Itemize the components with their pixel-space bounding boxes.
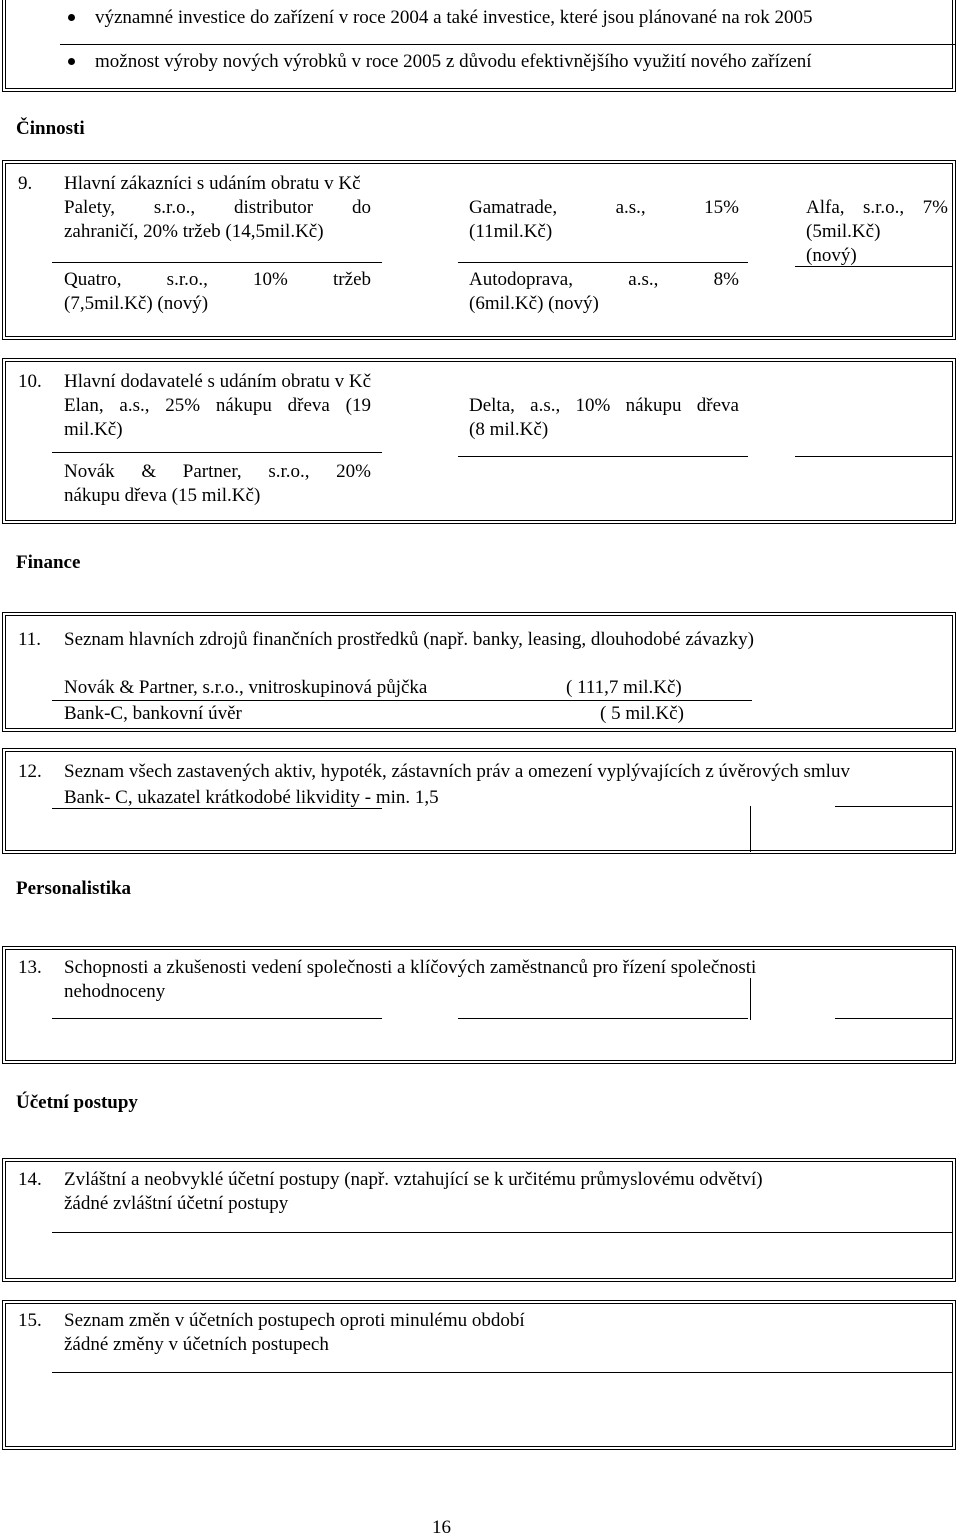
q11-source-name: Bank-C, bankovní úvěr bbox=[64, 703, 242, 724]
answer-line bbox=[52, 1018, 382, 1019]
q10-supplier-delta: Delta, a.s., 10% nákupu dřeva bbox=[469, 395, 739, 416]
q10-title: Hlavní dodavatelé s udáním obratu v Kč bbox=[64, 371, 372, 392]
section-heading-ucetni-postupy: Účetní postupy bbox=[16, 1092, 138, 1113]
q10-number: 10. bbox=[18, 371, 42, 392]
q15-number: 15. bbox=[18, 1310, 42, 1331]
q9-customer-quatro: Quatro, s.r.o., 10% tržeb bbox=[64, 269, 371, 290]
answer-line bbox=[835, 1018, 953, 1019]
q14-number: 14. bbox=[18, 1169, 42, 1190]
q9-title: Hlavní zákazníci s udáním obratu v Kč bbox=[64, 173, 361, 194]
section-heading-cinnosti: Činnosti bbox=[16, 118, 85, 139]
q9-customer-palety: Palety, s.r.o., distributor do bbox=[64, 197, 371, 218]
bullet-text: významné investice do zařízení v roce 2004 a také investice, které jsou plánované na rok 2005 bbox=[95, 7, 813, 28]
q9-customer-quatro-detail: (7,5mil.Kč) (nový) bbox=[64, 293, 209, 314]
q9-customer-alfa-detail: (5mil.Kč) bbox=[806, 221, 881, 242]
section-heading-personalistika: Personalistika bbox=[16, 878, 132, 899]
q9-customer-alfa-note: (nový) bbox=[806, 245, 857, 266]
answer-line bbox=[795, 266, 953, 267]
q10-supplier-novak-detail: nákupu dřeva (15 mil.Kč) bbox=[64, 485, 261, 506]
answer-line bbox=[52, 1232, 953, 1233]
q15-title: Seznam změn v účetních postupech oproti minulému období bbox=[64, 1310, 525, 1331]
q12-title: Seznam všech zastavených aktiv, hypoték, zástavních práv a omezení vyplývajících z úvěrových smluv bbox=[64, 761, 850, 782]
answer-line bbox=[835, 806, 953, 807]
q14-title: Zvláštní a neobvyklé účetní postupy (např. vztahující se k určitému průmyslovému odvětví) bbox=[64, 1169, 763, 1190]
q10-supplier-delta-detail: (8 mil.Kč) bbox=[469, 419, 549, 440]
answer-line bbox=[458, 456, 748, 457]
q11-title: Seznam hlavních zdrojů finančních prostředků (např. banky, leasing, dlouhodobé závazky) bbox=[64, 629, 754, 650]
bullet-text: možnost výroby nových výrobků v roce 2005 z důvodu efektivnějšího využití nového zařízení bbox=[95, 51, 812, 72]
q9-customer-gamatrade: Gamatrade, a.s., 15% bbox=[469, 197, 739, 218]
q11-source-name: Novák & Partner, s.r.o., vnitroskupinová půjčka bbox=[64, 677, 428, 698]
q15-answer: žádné změny v účetních postupech bbox=[64, 1334, 329, 1355]
answer-line bbox=[458, 1018, 748, 1019]
page-number: 16 bbox=[432, 1517, 451, 1538]
answer-line bbox=[52, 262, 382, 263]
q11-number: 11. bbox=[18, 629, 42, 650]
q10-supplier-elan: Elan, a.s., 25% nákupu dřeva (19 bbox=[64, 395, 371, 416]
q13-answer: nehodnoceny bbox=[64, 981, 166, 1002]
answer-line bbox=[458, 262, 748, 263]
q12-number: 12. bbox=[18, 761, 42, 782]
q9-customer-autodoprava-detail: (6mil.Kč) (nový) bbox=[469, 293, 599, 314]
answer-line bbox=[52, 1372, 953, 1373]
q10-supplier-elan-detail: mil.Kč) bbox=[64, 419, 123, 440]
answer-line bbox=[795, 456, 953, 457]
q13-title: Schopnosti a zkušenosti vedení společnosti a klíčových zaměstnanců pro řízení společnosti bbox=[64, 957, 757, 978]
q9-customer-autodoprava: Autodoprava, a.s., 8% bbox=[469, 269, 739, 290]
answer-line bbox=[52, 452, 382, 453]
q13-number: 13. bbox=[18, 957, 42, 978]
q9-number: 9. bbox=[18, 173, 33, 194]
q9-customer-palety-detail: zahraničí, 20% tržeb (14,5mil.Kč) bbox=[64, 221, 324, 242]
section-heading-finance: Finance bbox=[16, 552, 81, 573]
q11-source-amount: ( 5 mil.Kč) bbox=[600, 703, 684, 724]
bullet-icon bbox=[68, 14, 75, 21]
q14-answer: žádné zvláštní účetní postupy bbox=[64, 1193, 289, 1214]
answer-line bbox=[52, 808, 382, 809]
column-divider bbox=[750, 978, 751, 1020]
separator bbox=[60, 44, 956, 45]
answer-line bbox=[52, 700, 752, 701]
q10-supplier-novak: Novák & Partner, s.r.o., 20% bbox=[64, 461, 371, 482]
column-divider bbox=[750, 806, 751, 852]
bullet-icon bbox=[68, 58, 75, 65]
q11-source-amount: ( 111,7 mil.Kč) bbox=[566, 677, 682, 698]
q12-answer: Bank- C, ukazatel krátkodobé likvidity - min. 1,5 bbox=[64, 787, 439, 808]
q9-customer-gamatrade-detail: (11mil.Kč) bbox=[469, 221, 553, 242]
q9-customer-alfa: Alfa, s.r.o., 7% bbox=[806, 197, 948, 218]
